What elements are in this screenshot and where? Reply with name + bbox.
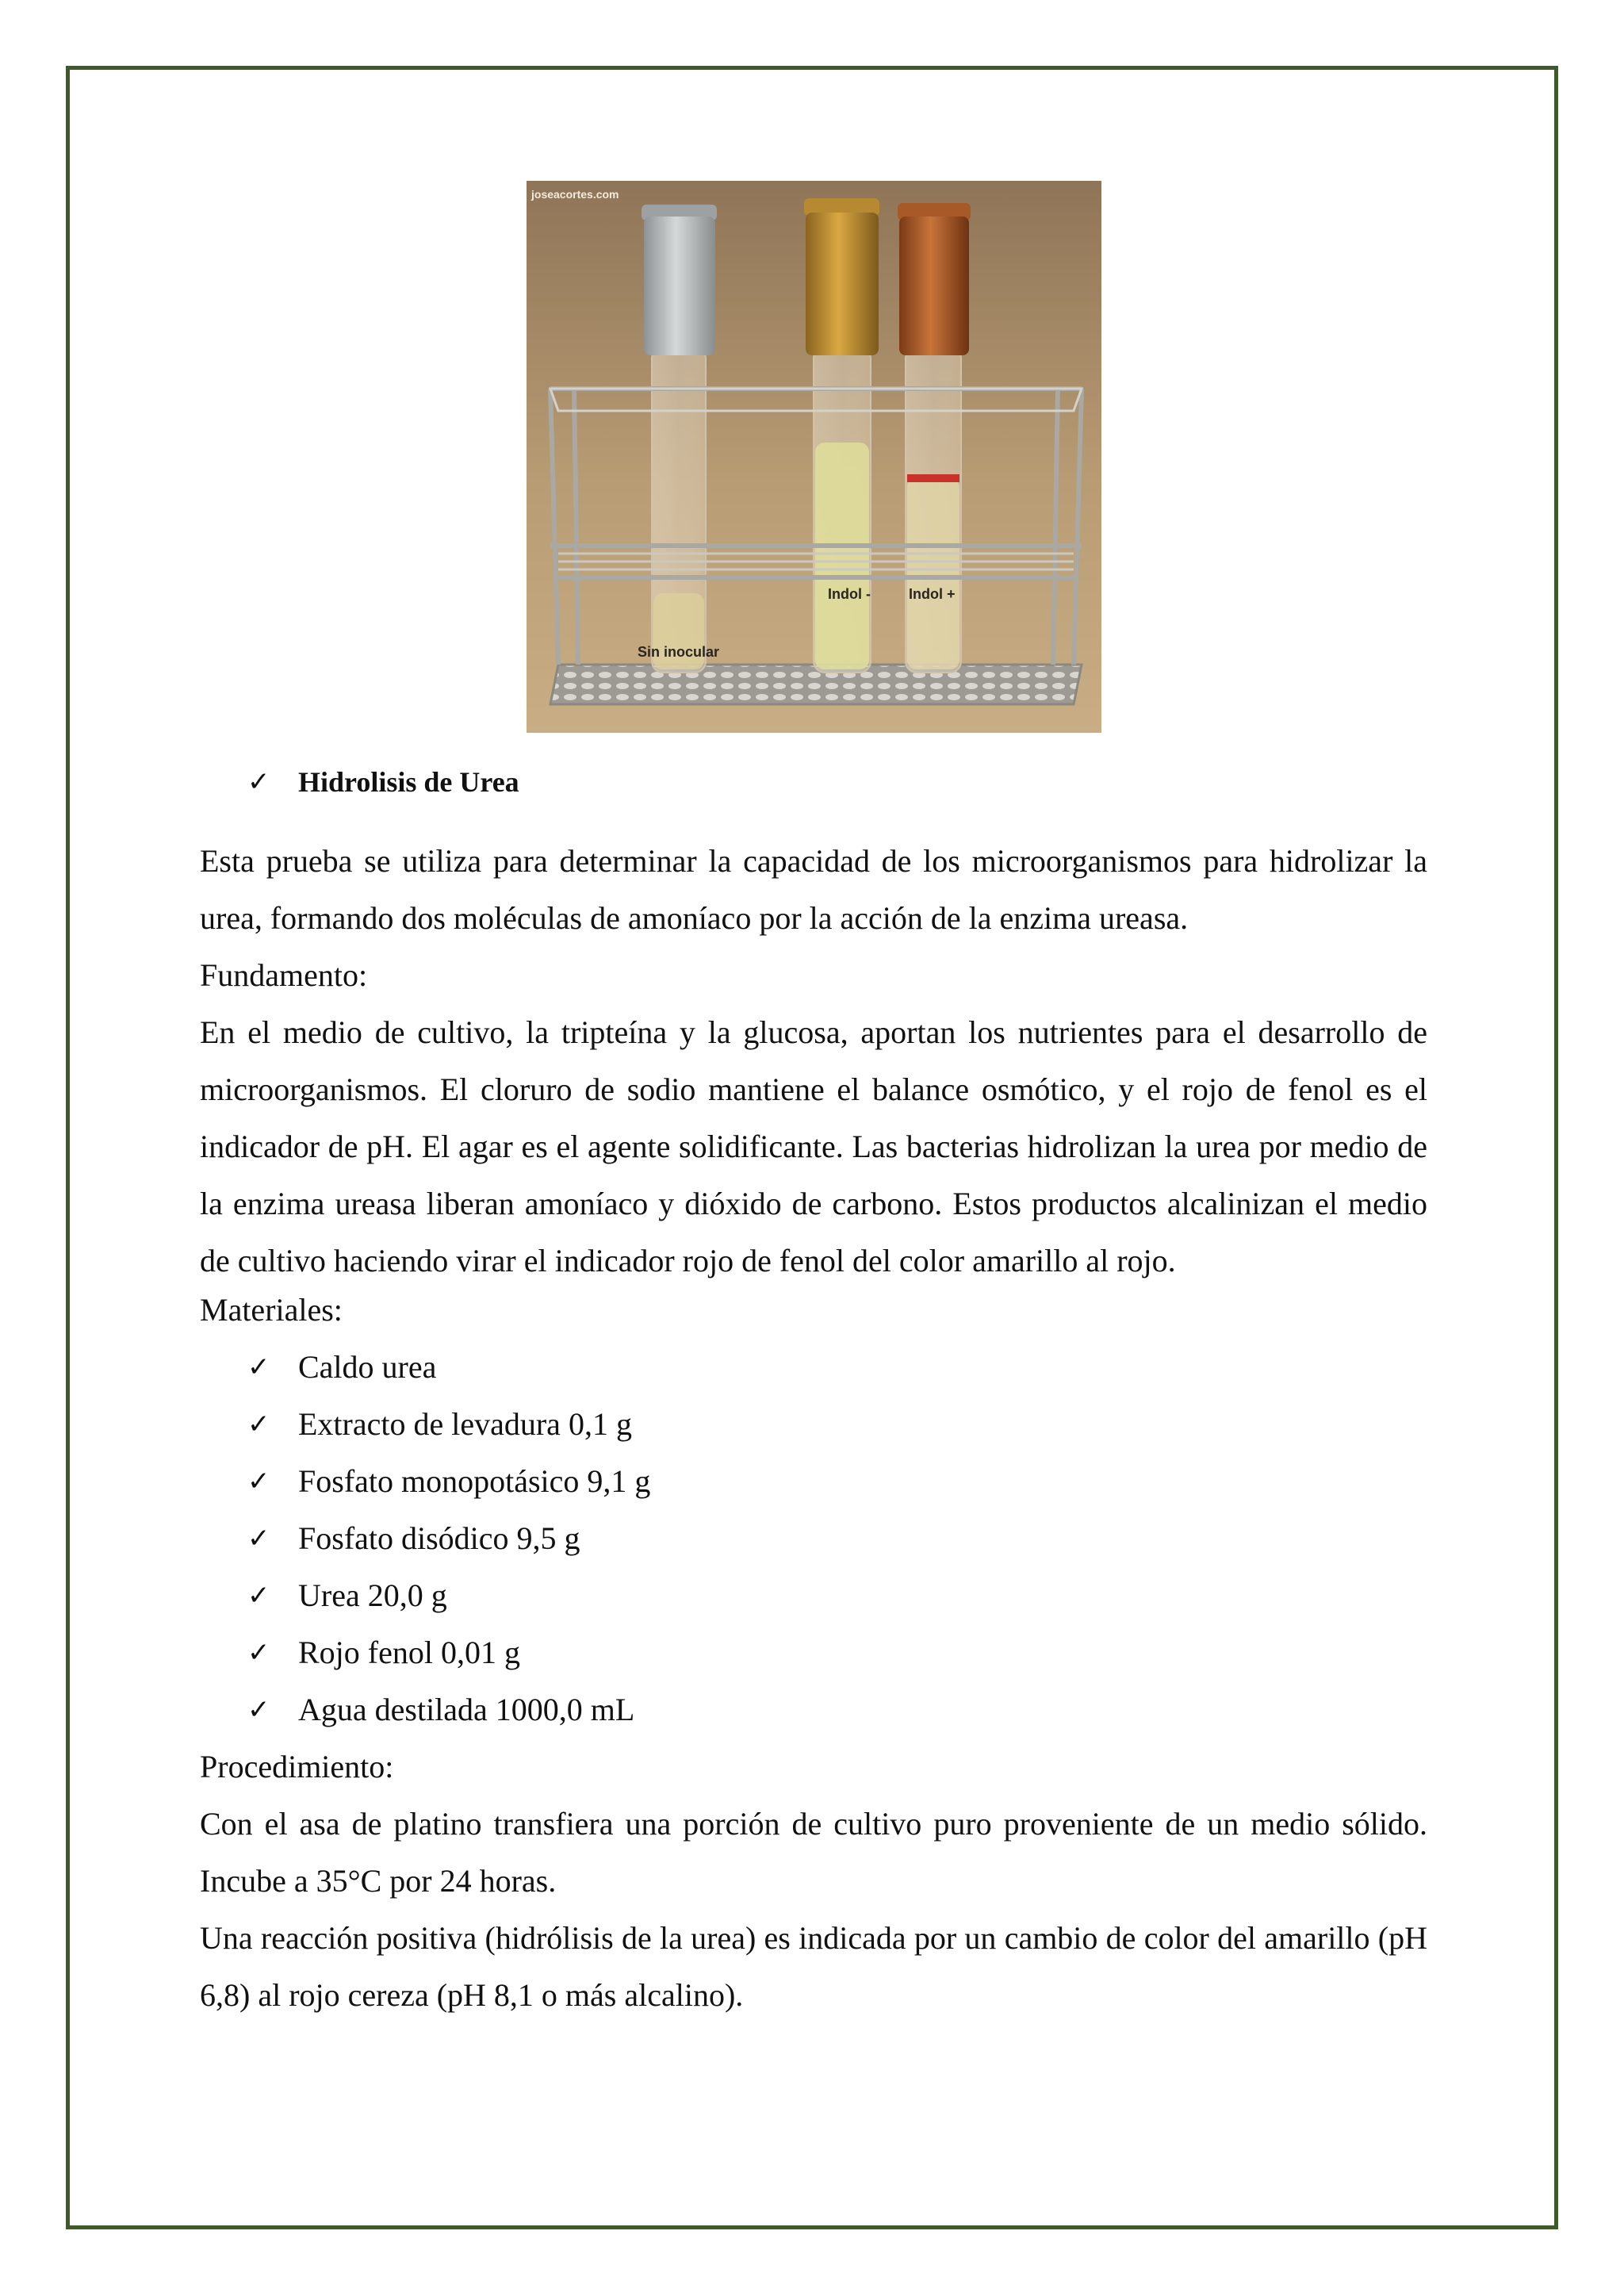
- photo-label-indol-negative: Indol -: [828, 586, 871, 602]
- list-item: ✓ Extracto de levadura 0,1 g: [247, 1396, 650, 1453]
- list-item: ✓ Caldo urea: [247, 1339, 650, 1396]
- test-tubes-photo: [527, 181, 1101, 733]
- checkmark-icon: ✓: [247, 1694, 270, 1726]
- checkmark-icon: ✓: [247, 1409, 270, 1440]
- photo-label-indol-positive: Indol +: [909, 586, 956, 602]
- photo-label-sin-inocular: Sin inocular: [638, 644, 720, 660]
- section-heading: [247, 765, 519, 799]
- checkmark-icon: ✓: [247, 1580, 270, 1612]
- intro-paragraph: Esta prueba se utiliza para determinar la capacidad de los microorganismos para hidrolizar la urea, formando dos moléculas de amoníaco por la acción de la enzima ureasa.: [200, 843, 1427, 936]
- procedimiento-label: Procedimiento:: [200, 1749, 394, 1784]
- checkmark-icon: ✓: [247, 1523, 270, 1554]
- section-heading-text: Hidrolisis de Urea: [298, 766, 519, 798]
- fundamento-paragraph: En el medio de cultivo, la tripteína y la glucosa, aportan los nutrientes para el desarrollo de microorganismos. El cloruro de sodio mantiene el balance osmótico, y el rojo de fenol es el indicador de pH. El agar es el agente solidificante. Las bacterias hidrolizan la urea por medio de la enzima ureasa liberan amoníaco y dióxido de carbono. Estos productos alcalinizan el medio de cultivo haciendo virar el indicador rojo de fenol del color amarillo al rojo.: [200, 1014, 1427, 1278]
- list-item: ✓ Fosfato disódico 9,5 g: [247, 1510, 650, 1567]
- list-item: ✓ Fosfato monopotásico 9,1 g: [247, 1453, 650, 1510]
- fundamento-label: Fundamento:: [200, 957, 368, 993]
- list-item: ✓ Rojo fenol 0,01 g: [247, 1624, 650, 1681]
- checkmark-icon: ✓: [247, 1466, 270, 1497]
- checkmark-icon: ✓: [247, 1351, 270, 1383]
- materials-list: [247, 1339, 650, 1738]
- list-item: ✓ Agua destilada 1000,0 mL: [247, 1681, 650, 1738]
- list-item: ✓ Urea 20,0 g: [247, 1567, 650, 1624]
- checkmark-icon: ✓: [247, 1637, 270, 1669]
- procedimiento-paragraph: Con el asa de platino transfiera una porción de cultivo puro proveniente de un medio sólido. Incube a 35°C por 24 horas.: [200, 1806, 1427, 1899]
- result-paragraph: Una reacción positiva (hidrólisis de la urea) es indicada por un cambio de color del amarillo (pH 6,8) al rojo cereza (pH 8,1 o más alcalino).: [200, 1920, 1427, 2013]
- materiales-label: Materiales:: [200, 1292, 343, 1328]
- photo-watermark: joseacortes.com: [531, 188, 619, 201]
- checkmark-icon: ✓: [247, 766, 270, 798]
